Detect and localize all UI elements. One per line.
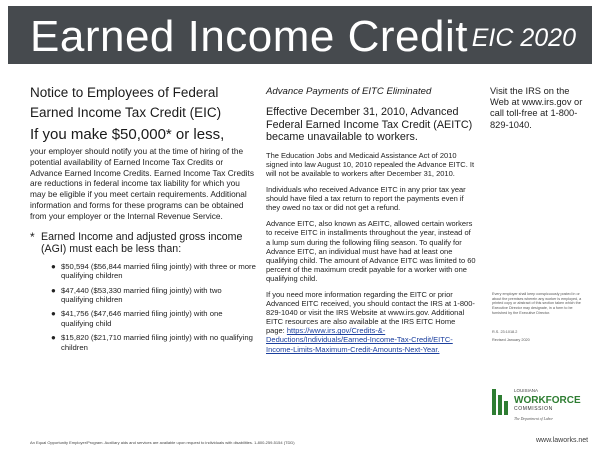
logo-sub-text: COMMISSION (514, 406, 553, 412)
sidebar-column (490, 86, 590, 131)
posting-requirement-note: Every employer shall keep conspicuously posted in or about the premises wherein any worker is employed, a printed copy or abstract of this section taken which the Executive Director may designate, in a form to be furnished by the Executive Director. (492, 292, 582, 315)
income-limit-text: $15,820 ($21,710 married filing jointly) with no qualifying children (61, 333, 253, 352)
statute-reference: R.S. 23:1018.2 (492, 330, 518, 334)
bullet-icon: ● (51, 309, 56, 319)
website-link[interactable]: www.laworks.net (536, 437, 589, 444)
notice-heading-line1: Notice to Employees of Federal (30, 85, 219, 100)
income-limit-text: $47,440 ($53,330 married filing jointly) with two qualifying children (61, 285, 222, 304)
advance-column (266, 86, 476, 354)
list-item (51, 309, 256, 328)
logo-state-text: LOUISIANA (514, 388, 539, 393)
advance-heading: Advance Payments of EITC Eliminated (266, 86, 432, 97)
advance-paragraph-4 (266, 290, 476, 354)
notice-heading-line2: Earned Income Tax Credit (EIC) (30, 105, 222, 120)
list-item (51, 333, 256, 352)
lwc-logo (490, 383, 590, 428)
year-badge: EIC 2020 (471, 24, 576, 52)
notice-body: your employer should notify you at the time of hiring of the potential availability of Earned Income Tax Credits or Advance Earned Income Credits. Earned Income Tax Credits are reductions in federal income tax liability for which you may be eligible if you meet certain requirements. Additional information and forms for these programs can be obtained from your employer or the Internal Revenue Service. (30, 146, 254, 221)
income-threshold-heading: If you make $50,000* or less, (30, 126, 225, 143)
advance-lead: Effective December 31, 2010, Advanced Federal Earned Income Tax Credit (AEITC) became unavailable to workers. (266, 106, 473, 144)
list-item (51, 286, 256, 305)
advance-paragraph-1: The Education Jobs and Medicaid Assistance Act of 2010 signed into law August 10, 2010 repealed the Advance EITC. It will not be available to workers after December 31, 2010. (266, 150, 475, 178)
page-title: Earned Income Credit (30, 12, 468, 61)
bullet-icon: ● (51, 261, 56, 271)
revision-date: Revised January 2020 (492, 338, 530, 342)
income-limit-text: $50,594 ($56,844 married filing jointly) with three or more qualifying children (61, 261, 256, 281)
logo-main-text: WORKFORCE (514, 395, 581, 406)
income-limits-note (30, 231, 256, 352)
logo-tagline-text: The Department of Labor (514, 417, 553, 421)
income-limits-heading: Earned Income and adjusted gross income (AGI) must each be less than: (41, 230, 243, 256)
eitc-home-link[interactable]: https://www.irs.gov/Credits-&-Deductions/Individuals/Earned-Income-Tax-Credit/EITC-Income-Limits-Maximum-Credit-Amounts-Next-Year. (266, 326, 453, 354)
asterisk-icon: * (30, 229, 35, 244)
footer-disclaimer: An Equal Opportunity Employer/Program. Auxiliary aids and services are available upon request to individuals with disabilities. 1-800-259-5154 (TDD) (30, 440, 295, 445)
contact-text: If you need more information regarding the EITC or prior Advanced EITC received, you should contact the IRS at 1-800-829-1040 or visit the IRS Website at www.irs.gov. Additional EITC resources are also available at the IRS EITC Home page: (266, 290, 475, 336)
bullet-icon: ● (51, 333, 56, 343)
advance-paragraph-2: Individuals who received Advance EITC in any prior tax year should have filed a tax return to report the payments even if they owed no tax or did not get a refund. (266, 185, 466, 213)
header-banner (8, 6, 592, 64)
income-limits-list (41, 262, 256, 352)
bullet-icon: ● (51, 285, 56, 295)
list-item (51, 262, 256, 281)
income-limit-text: $41,756 ($47,646 married filing jointly) with one qualifying child (61, 309, 223, 328)
irs-contact-note: Visit the IRS on the Web at www.irs.gov or call toll-free at 1-800-829-1040. (490, 86, 583, 130)
notice-column (30, 84, 256, 357)
advance-paragraph-3: Advance EITC, also known as AEITC, allowed certain workers to receive EITC in installments throughout the year, instead of a lump sum during the following filing season. To qualify for Advance EITC, an individual must have had at least one qualifying child. The amount of Advance EITC was limited to 60 percent of the maximum credit payable for a worker with one qualifying child. (266, 219, 476, 283)
logo-emblem-icon (492, 389, 508, 415)
